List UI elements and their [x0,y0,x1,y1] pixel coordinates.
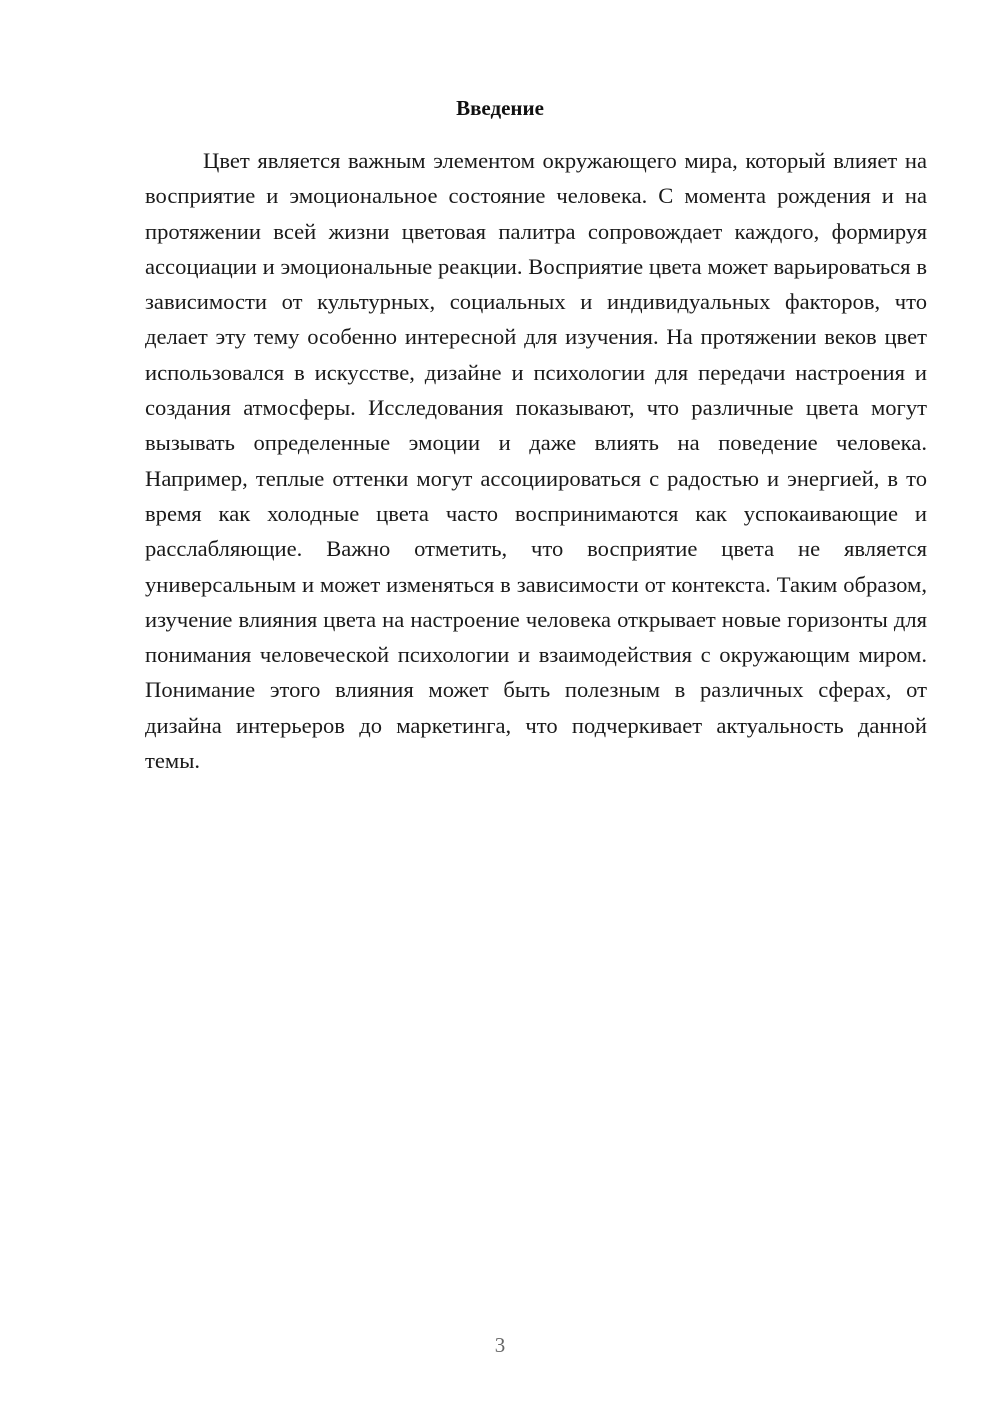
page-number: 3 [494,1333,506,1357]
section-heading: Введение [456,96,544,120]
intro-paragraph: Цвет является важным элементом окружающего мира, который влияет на восприятие и эмоциональное состояние человека. С момента рождения и на протяжении всей жизни цветовая палитра сопровождает каждого, формируя ассоциации и эмоциональные реакции. Восприятие цвета может варьироваться в зависимости от культурных, социальных и индивидуальных факторов, что делает эту тему особенно интересной для изучения. На протяжении веков цвет использовался в искусстве, дизайне и психологии для передачи настроения и создания атмосферы. Исследования показывают, что различные цвета могут вызывать определенные эмоции и даже влиять на поведение человека. Например, теплые оттенки могут ассоциироваться с радостью и энергией, в то время как холодные цвета часто воспринимаются как успокаивающие и расслабляющие. Важно отметить, что восприятие цвета не является универсальным и может изменяться в зависимости от контекста. Таким образом, изучение влияния цвета на настроение человека открывает новые горизонты для понимания человеческой психологии и взаимодействия с окружающим миром. Понимание этого влияния может быть полезным в различных сферах, от дизайна интерьеров до маркетинга, что подчеркивает актуальность данной темы. [145,148,927,774]
document-body [145,143,927,778]
